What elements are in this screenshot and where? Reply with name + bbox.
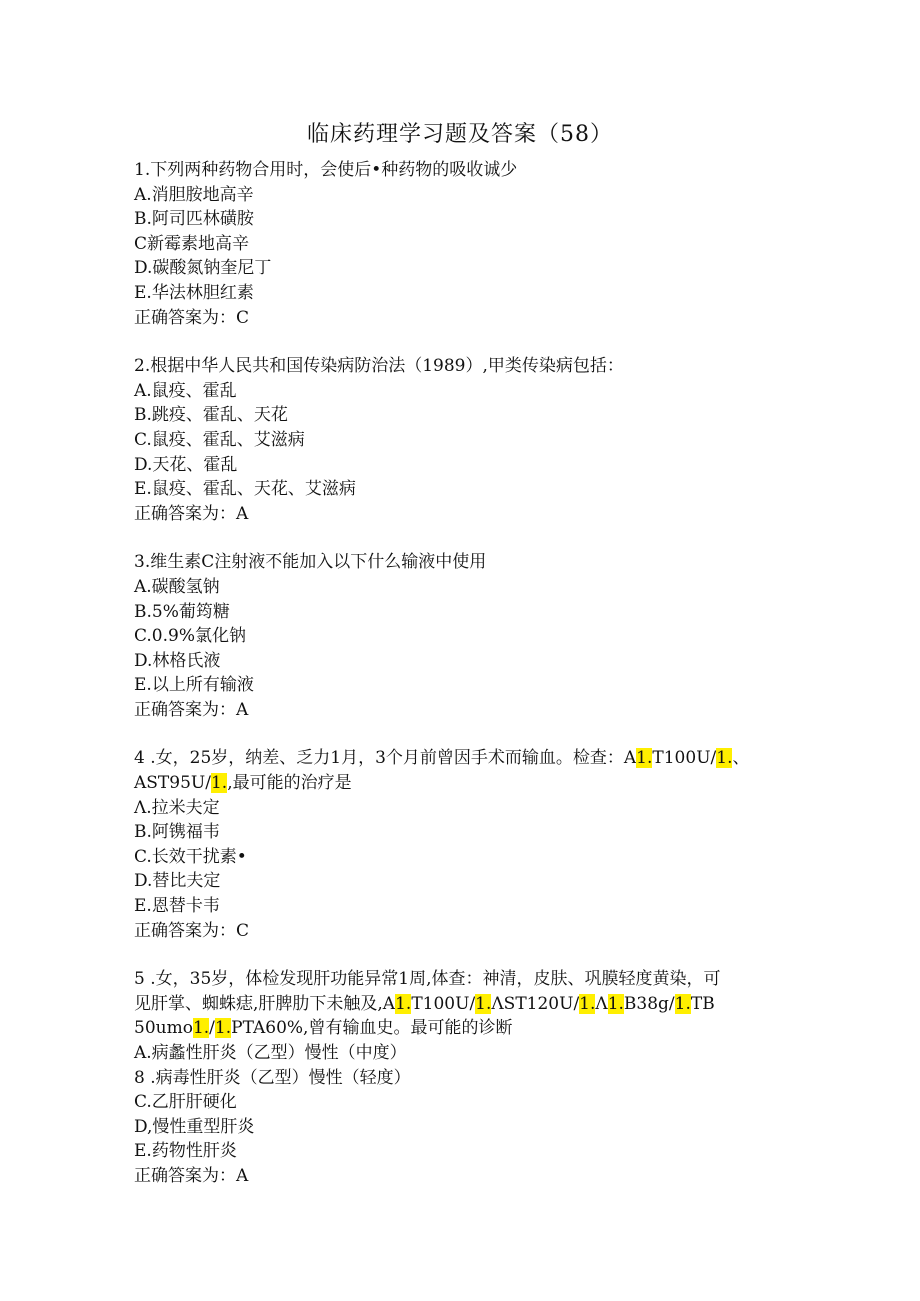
stem-text: / — [209, 1018, 215, 1039]
stem-text: 见肝掌、蜘蛛痣,肝脾肋下未触及,A — [134, 993, 396, 1014]
correct-answer: 正确答案为：A — [134, 503, 249, 524]
highlighted-text: 1. — [579, 993, 596, 1014]
option-d: D.天花、霍乱 — [134, 454, 238, 475]
correct-answer: 正确答案为：A — [134, 699, 249, 720]
option-b: 8 .病毒性肝炎（乙型）慢性（轻度） — [134, 1067, 411, 1088]
question-stem-line-1: 5 .女，35岁，体检发现肝功能异常1周,体查：神清，皮肤、巩膜轻度黄染，可 — [134, 969, 721, 990]
question-4 — [134, 746, 794, 943]
option-d: D.碳酸氮钠奎尼丁 — [134, 258, 272, 279]
stem-text: B38g/ — [623, 993, 675, 1014]
option-a: A.病蠡性肝炎（乙型）慢性（中度） — [134, 1043, 407, 1063]
option-a: A.消胆胺地高辛 — [134, 184, 254, 205]
option-a: Λ.拉米夫定 — [134, 797, 220, 818]
option-c: C新霉素地高辛 — [134, 233, 250, 254]
highlighted-text: 1. — [214, 1018, 232, 1039]
question-stem-line-2 — [134, 992, 794, 1017]
option-e: E.华法林胆红素 — [134, 282, 254, 303]
question-stem: 2.根据中华人民共和国传染病防治法（1989）,甲类传染病包括： — [134, 356, 624, 377]
option-d: D.林格氏液 — [134, 650, 221, 671]
option-c: C.乙肝肝硬化 — [134, 1092, 237, 1113]
option-b: B.阿镌福韦 — [134, 822, 220, 843]
option-b: B.5%葡筠糖 — [134, 601, 230, 622]
stem-text: PTA60%,曾有输血史。最可能的诊断 — [231, 1018, 513, 1039]
stem-text: TB — [690, 993, 715, 1014]
question-stem-line-3 — [134, 1016, 794, 1041]
option-a: A.碳酸氢钠 — [134, 576, 220, 597]
highlighted-text: 1. — [674, 993, 691, 1014]
highlighted-text: 1. — [192, 1018, 210, 1039]
question-1 — [134, 158, 794, 330]
question-stem-line-1 — [134, 746, 794, 771]
highlighted-text: 1. — [716, 748, 733, 769]
stem-text: AST95U/ — [134, 773, 211, 794]
option-e: E.以上所有输液 — [134, 675, 254, 696]
question-2 — [134, 354, 794, 526]
option-c: C.0.9%氯化钠 — [134, 626, 246, 647]
page-title: 临床药理学习题及答案（58） — [307, 122, 613, 147]
option-b: B.跳疫、霍乱、天花 — [134, 405, 288, 426]
option-e: E.恩替卡韦 — [134, 896, 220, 917]
question-stem: 3.维生素C注射液不能加入以下什么输液中使用 — [134, 552, 487, 573]
question-stem: 1.下列两种药物合用时，会使后•种药物的吸收诚少 — [134, 160, 518, 180]
option-e: E.鼠疫、霍乱、天花、艾滋病 — [134, 479, 356, 500]
option-d: D,慢性重型肝炎 — [134, 1116, 255, 1137]
question-5 — [134, 967, 794, 1188]
option-b: B.阿司匹林磺胺 — [134, 209, 254, 230]
question-3 — [134, 550, 794, 722]
stem-text: ΛST120U/ — [491, 993, 580, 1014]
question-list — [134, 158, 794, 1213]
option-e: E.药物性肝炎 — [134, 1141, 237, 1162]
stem-text: ,最可能的治疗是 — [227, 773, 352, 794]
highlighted-text: 1. — [607, 993, 624, 1014]
stem-text: Λ — [595, 993, 608, 1014]
correct-answer: 正确答案为：A — [134, 1165, 249, 1186]
correct-answer: 正确答案为：C — [134, 920, 250, 941]
option-d: D.替比夫定 — [134, 871, 221, 892]
stem-text: 4 .女，25岁，纳差、乏力1月，3个月前曾因手术而输血。检查：A — [134, 748, 637, 769]
stem-text: 、 — [732, 748, 750, 769]
highlighted-text: 1. — [395, 993, 412, 1014]
highlighted-text: 1. — [636, 748, 653, 769]
highlighted-text: 1. — [475, 993, 492, 1014]
stem-text: T100U/ — [652, 748, 717, 769]
highlighted-text: 1. — [210, 773, 228, 794]
correct-answer: 正确答案为：C — [134, 307, 250, 328]
stem-text: 50umo — [134, 1018, 193, 1039]
option-a: A.鼠疫、霍乱 — [134, 380, 237, 401]
question-stem-line-2 — [134, 771, 794, 796]
stem-text: T100U/ — [411, 993, 476, 1014]
option-c: C.长效干扰素• — [134, 846, 247, 867]
option-c: C.鼠疫、霍乱、艾滋病 — [134, 429, 305, 450]
